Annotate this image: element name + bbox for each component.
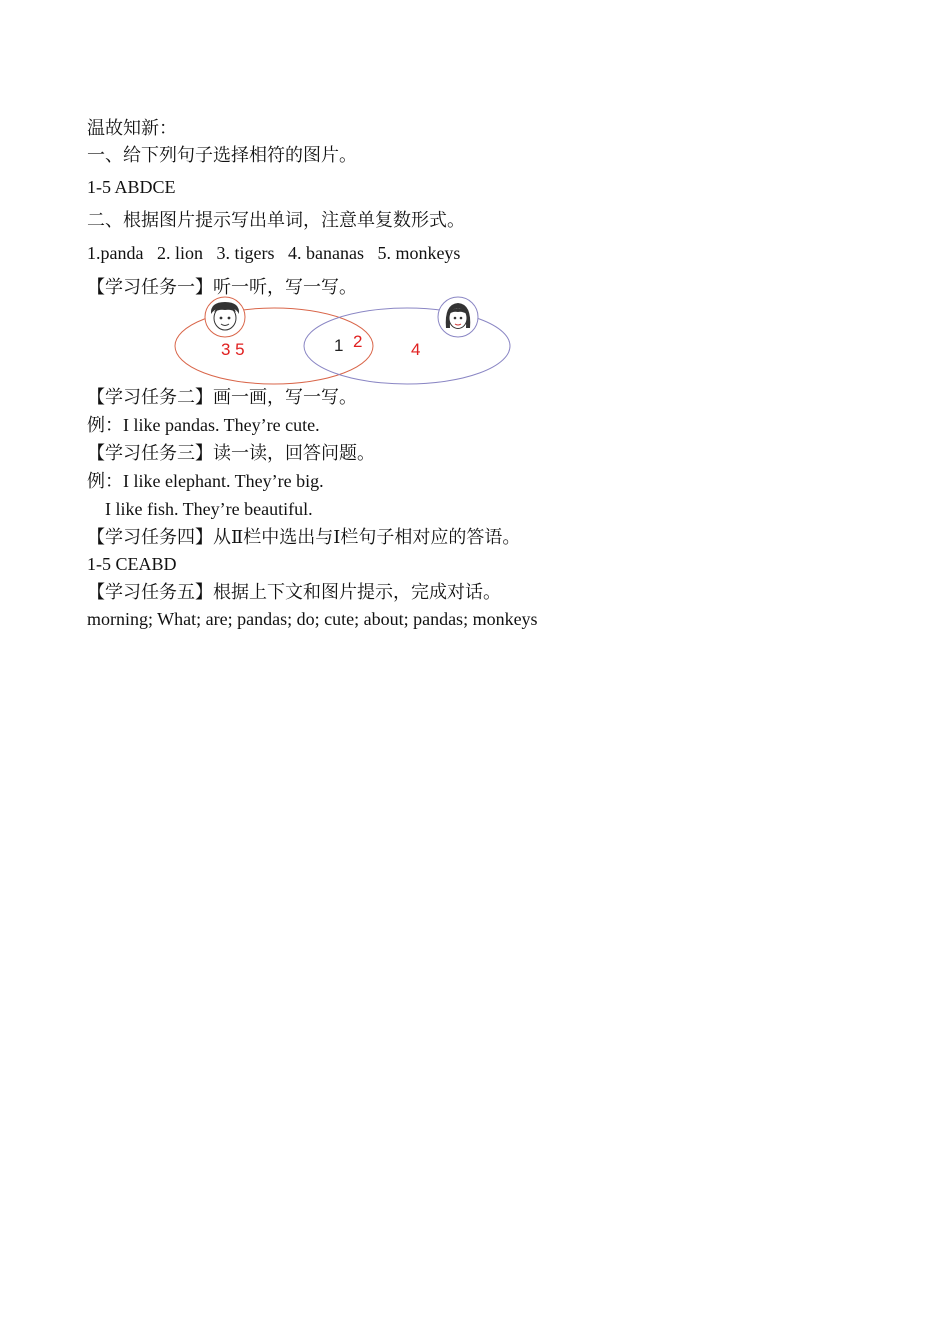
- task-3-example-2: I like fish. They’re beautiful.: [105, 499, 313, 519]
- task-3-example-1: 例：I like elephant. They’re big.: [87, 471, 324, 491]
- girl-avatar-icon: [438, 297, 478, 337]
- venn-overlap-given-label: 1: [334, 336, 344, 355]
- answer-2: 1.panda 2. lion 3. tigers 4. bananas 5. monkeys: [87, 243, 461, 263]
- task-2-title: 【学习任务二】画一画，写一写。: [87, 387, 357, 407]
- task-5-title: 【学习任务五】根据上下文和图片提示，完成对话。: [87, 582, 501, 602]
- task-2-example: 例：I like pandas. They’re cute.: [87, 415, 320, 435]
- venn-overlap-answer-label: 2: [353, 332, 363, 351]
- boy-avatar-icon: [205, 297, 245, 337]
- venn-diagram: [170, 296, 520, 392]
- task-5-answer: morning; What; are; pandas; do; cute; about; pandas; monkeys: [87, 609, 538, 629]
- venn-right-only-label: 4: [411, 340, 421, 359]
- review-title: 温故知新：: [87, 118, 177, 138]
- question-1: 一、给下列句子选择相符的图片。: [87, 145, 357, 165]
- task-4-title: 【学习任务四】从Ⅱ栏中选出与Ⅰ栏句子相对应的答语。: [87, 527, 521, 547]
- task-3-title: 【学习任务三】读一读，回答问题。: [87, 443, 375, 463]
- task-1-title: 【学习任务一】听一听，写一写。: [87, 277, 357, 297]
- task-4-answer: 1-5 CEABD: [87, 554, 177, 574]
- venn-left-only-label: 3 5: [221, 340, 245, 359]
- question-2: 二、根据图片提示写出单词，注意单复数形式。: [87, 210, 465, 230]
- answer-1: 1-5 ABDCE: [87, 177, 176, 197]
